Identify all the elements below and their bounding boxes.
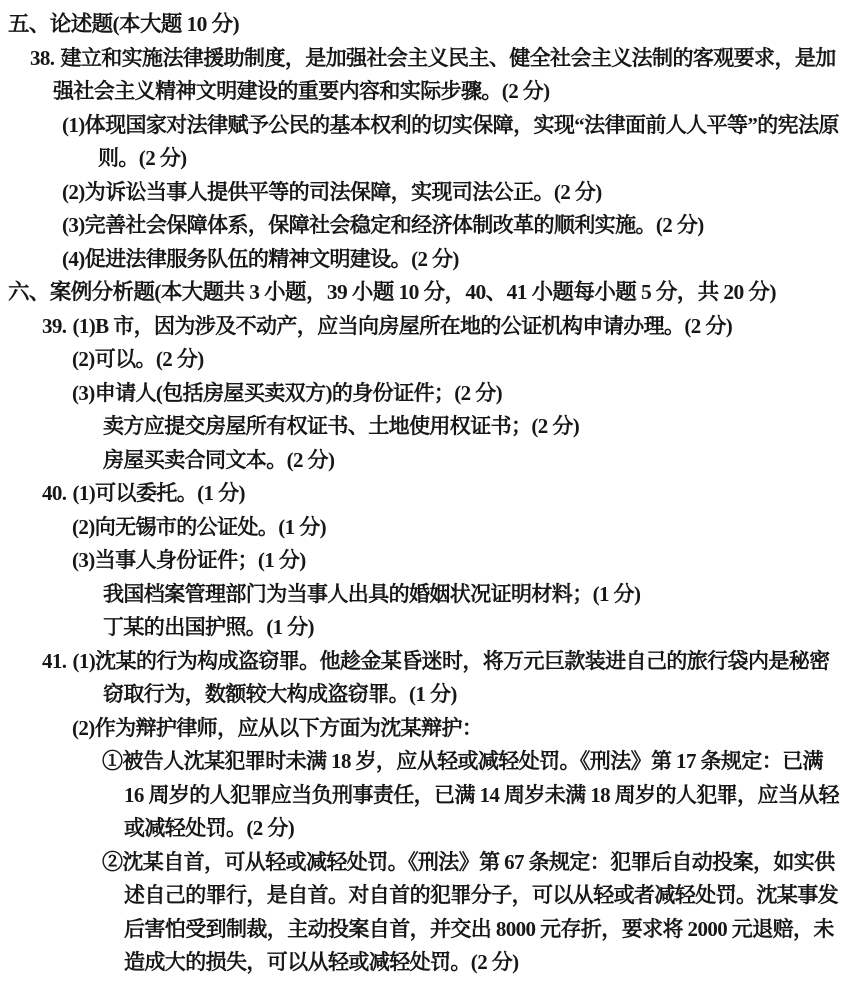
q39-part3-sub-1: 卖方应提交房屋所有权证书、土地使用权证书；(2 分) xyxy=(103,414,580,438)
section-5-heading: 五、论述题(本大题 10 分) xyxy=(8,12,240,36)
q40-part1-text: 可以委托。(1 分) xyxy=(95,481,245,505)
q39-part2-text: 可以。(2 分) xyxy=(94,347,204,371)
q40-part2 xyxy=(72,511,845,545)
question-40 xyxy=(42,477,845,511)
question-39-number: 39. xyxy=(42,313,67,338)
q41-part2-label: (2) xyxy=(72,715,95,740)
question-38-number: 38. xyxy=(30,45,55,70)
q41-part1-text: 沈某的行为构成盗窃罪。他趁金某昏迷时，将万元巨款装进自己的旅行袋内是秘密窃取行为，数额较大构成盗窃罪。(1 分) xyxy=(95,648,830,706)
q41-part2-text: 作为辩护律师，应从以下方面为沈某辩护： xyxy=(94,715,483,740)
q41-defense-1-marker: ① xyxy=(102,749,123,773)
q41-part1-label: (1) xyxy=(72,648,96,673)
q41-part2 xyxy=(72,712,845,746)
question-41 xyxy=(42,645,845,712)
q39-part3-label: (3) xyxy=(72,380,95,405)
q41-defense-2-marker: ② xyxy=(102,849,123,874)
q39-part1-text: B 市，因为涉及不动产，应当向房屋所在地的公证机构申请办理。(2 分) xyxy=(95,313,733,338)
q40-part3-sub-2: 丁某的出国护照。(1 分) xyxy=(103,615,314,639)
q40-part1-label: (1) xyxy=(72,481,96,505)
question-40-number: 40. xyxy=(42,481,67,505)
q41-defense-point-1 xyxy=(102,745,845,846)
question-38-intro: 建立和实施法律援助制度，是加强社会主义民主、健全社会主义法制的客观要求，是加强社会主义精神文明建设的重要内容和实际步骤。(2 分) xyxy=(53,45,836,103)
q38-point-2: (2)为诉讼当事人提供平等的司法保障，实现司法公正。(2 分) xyxy=(62,179,602,204)
q40-part2-text: 向无锡市的公证处。(1 分) xyxy=(94,514,327,539)
q40-part3-label: (3) xyxy=(72,548,95,572)
q39-part3-sub-2: 房屋买卖合同文本。(2 分) xyxy=(103,447,335,472)
q40-part3-text: 当事人身份证件；(1 分) xyxy=(94,548,306,572)
q38-point-1: (1)体现国家对法律赋予公民的基本权利的切实保障，实现“法律面前人人平等”的宪法原则。(2 分) xyxy=(62,112,839,170)
q40-part3-sub-1: 我国档案管理部门为当事人出具的婚姻状况证明材料；(1 分) xyxy=(103,581,641,606)
q40-part3 xyxy=(72,544,845,578)
q39-part3-text: 申请人(包括房屋买卖双方)的身份证件；(2 分) xyxy=(94,380,503,405)
q39-part1-label: (1) xyxy=(72,313,96,338)
q41-defense-2-text: 沈某自首，可从轻或减轻处罚。《刑法》第 67 条规定：犯罪后自动投案，如实供述自己的罪行，是自首。对自首的犯罪分子，可以从轻或者减轻处罚。沈某事发后害怕受到制裁，主动投案自首，并交出 8000 元存折，要求将 2000 元退赔，未造成大的损失，可以从轻或减轻处罚。(2 分) xyxy=(122,849,838,974)
q41-defense-1-text: 被告人沈某犯罪时未满 18 岁，应从轻或减轻处罚。《刑法》第 17 条规定：已满 16 周岁的人犯罪应当负刑事责任，已满 14 周岁未满 18 周岁的人犯罪，应当从轻或减轻处罚。(2 分) xyxy=(122,749,840,840)
question-39 xyxy=(42,310,845,344)
section-6-heading: 六、案例分析题(本大题共 3 小题，39 小题 10 分，40、41 小题每小题 5 分，共 20 分) xyxy=(8,280,776,304)
q38-point-3: (3)完善社会保障体系，保障社会稳定和经济体制改革的顺利实施。(2 分) xyxy=(62,213,704,237)
q39-part2-label: (2) xyxy=(72,347,95,371)
question-38 xyxy=(30,42,845,109)
q40-part2-label: (2) xyxy=(72,514,95,539)
question-41-number: 41. xyxy=(42,648,67,673)
q41-defense-point-2 xyxy=(102,846,845,980)
q38-point-4: (4)促进法律服务队伍的精神文明建设。(2 分) xyxy=(62,246,459,271)
q39-part3 xyxy=(72,377,845,411)
q39-part2 xyxy=(72,343,845,377)
